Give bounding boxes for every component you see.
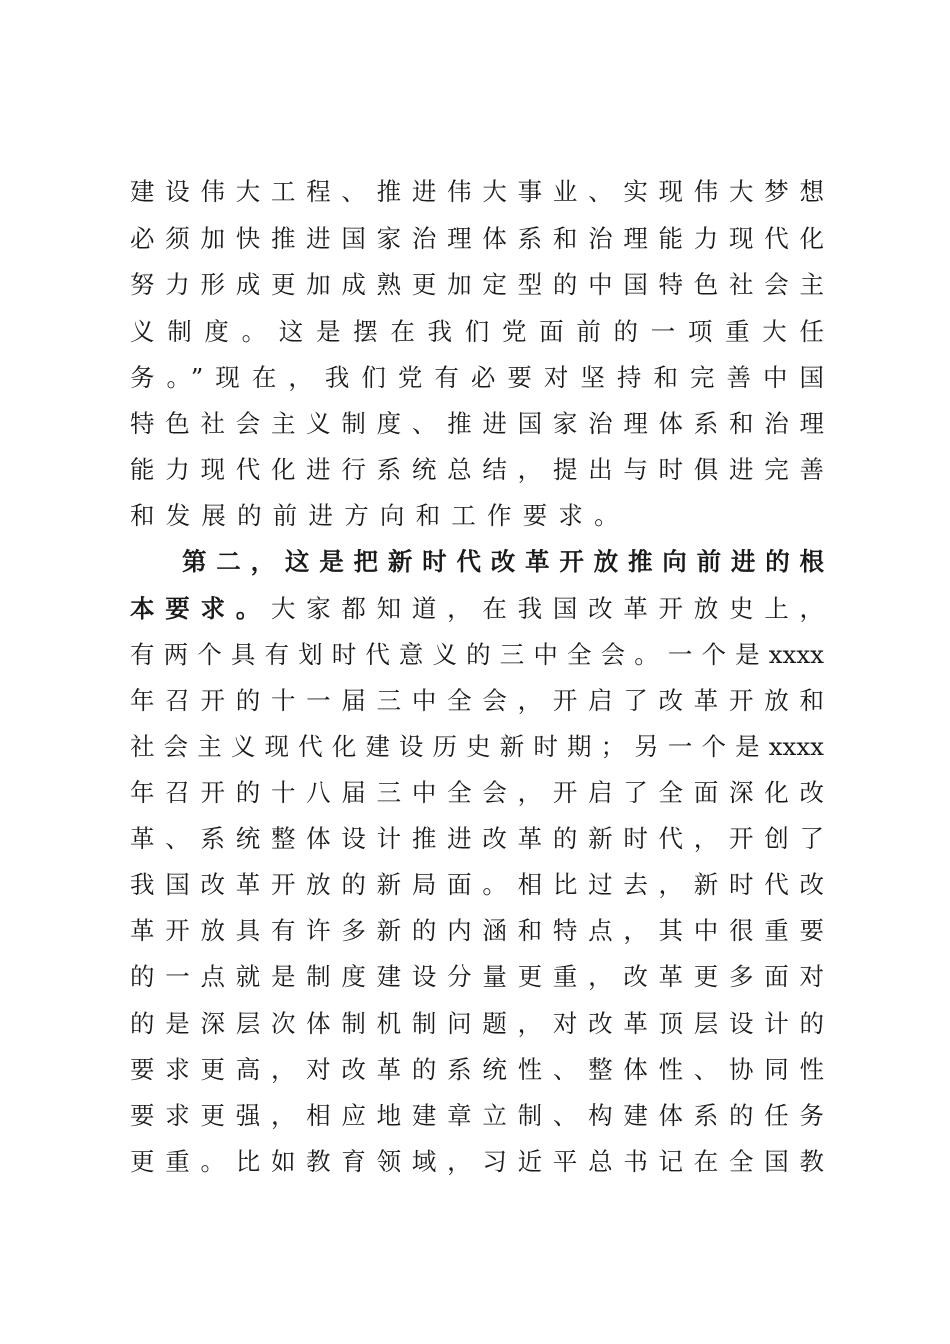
text-line: 要求更高，对改革的系统性、整体性、协同性 [130, 1055, 824, 1084]
text-line: 革开放具有许多新的内涵和特点，其中很重要 [130, 916, 824, 945]
text-line: 革、系统整体设计推进改革的新时代，开创了 [130, 824, 824, 853]
text-line [130, 589, 824, 629]
text-line: 年召开的十一届三中全会，开启了改革开放和 [130, 686, 824, 715]
text-line: 更重。比如教育领域，习近平总书记在全国教 [130, 1147, 824, 1176]
text-line: 的一点就是制度建设分量更重，改革更多面对 [130, 962, 824, 991]
text-line: 的是深层次体制机制问题，对改革顶层设计的 [130, 1009, 824, 1038]
text-line: 能力现代化进行系统总结，提出与时俱进完善 [130, 455, 824, 484]
text-line: 和发展的前进方向和工作要求。 [130, 501, 630, 530]
text-line: 努力形成更加成熟更加定型的中国特色社会主 [130, 270, 824, 299]
text-line: 特色社会主义制度、推进国家治理体系和治理 [130, 409, 824, 438]
text-line: 我国改革开放的新局面。相比过去，新时代改 [130, 870, 824, 899]
text-span: 大家都知道，在我国改革开放史上， [270, 594, 825, 623]
text-line: 要求更强，相应地建章立制、构建体系的任务 [130, 1101, 824, 1130]
section-heading-line: 第二，这是把新时代改革开放推向前进的根 [182, 547, 824, 576]
text-line: 建设伟大工程、推进伟大事业、实现伟大梦想 [130, 177, 824, 206]
text-line: 年召开的十八届三中全会，开启了全面深化改 [130, 778, 824, 807]
text-line: 必须加快推进国家治理体系和治理能力现代化 [130, 224, 824, 253]
section-heading-end: 本要求。 [130, 594, 271, 623]
text-line: 社会主义现代化建设历史新时期；另一个是xxxx [130, 732, 824, 761]
text-line: 有两个具有划时代意义的三中全会。一个是xxxx [130, 640, 824, 669]
text-line: 义制度。这是摆在我们党面前的一项重大任 [130, 317, 824, 346]
text-line: 务。”现在，我们党有必要对坚持和完善中国 [130, 363, 824, 392]
